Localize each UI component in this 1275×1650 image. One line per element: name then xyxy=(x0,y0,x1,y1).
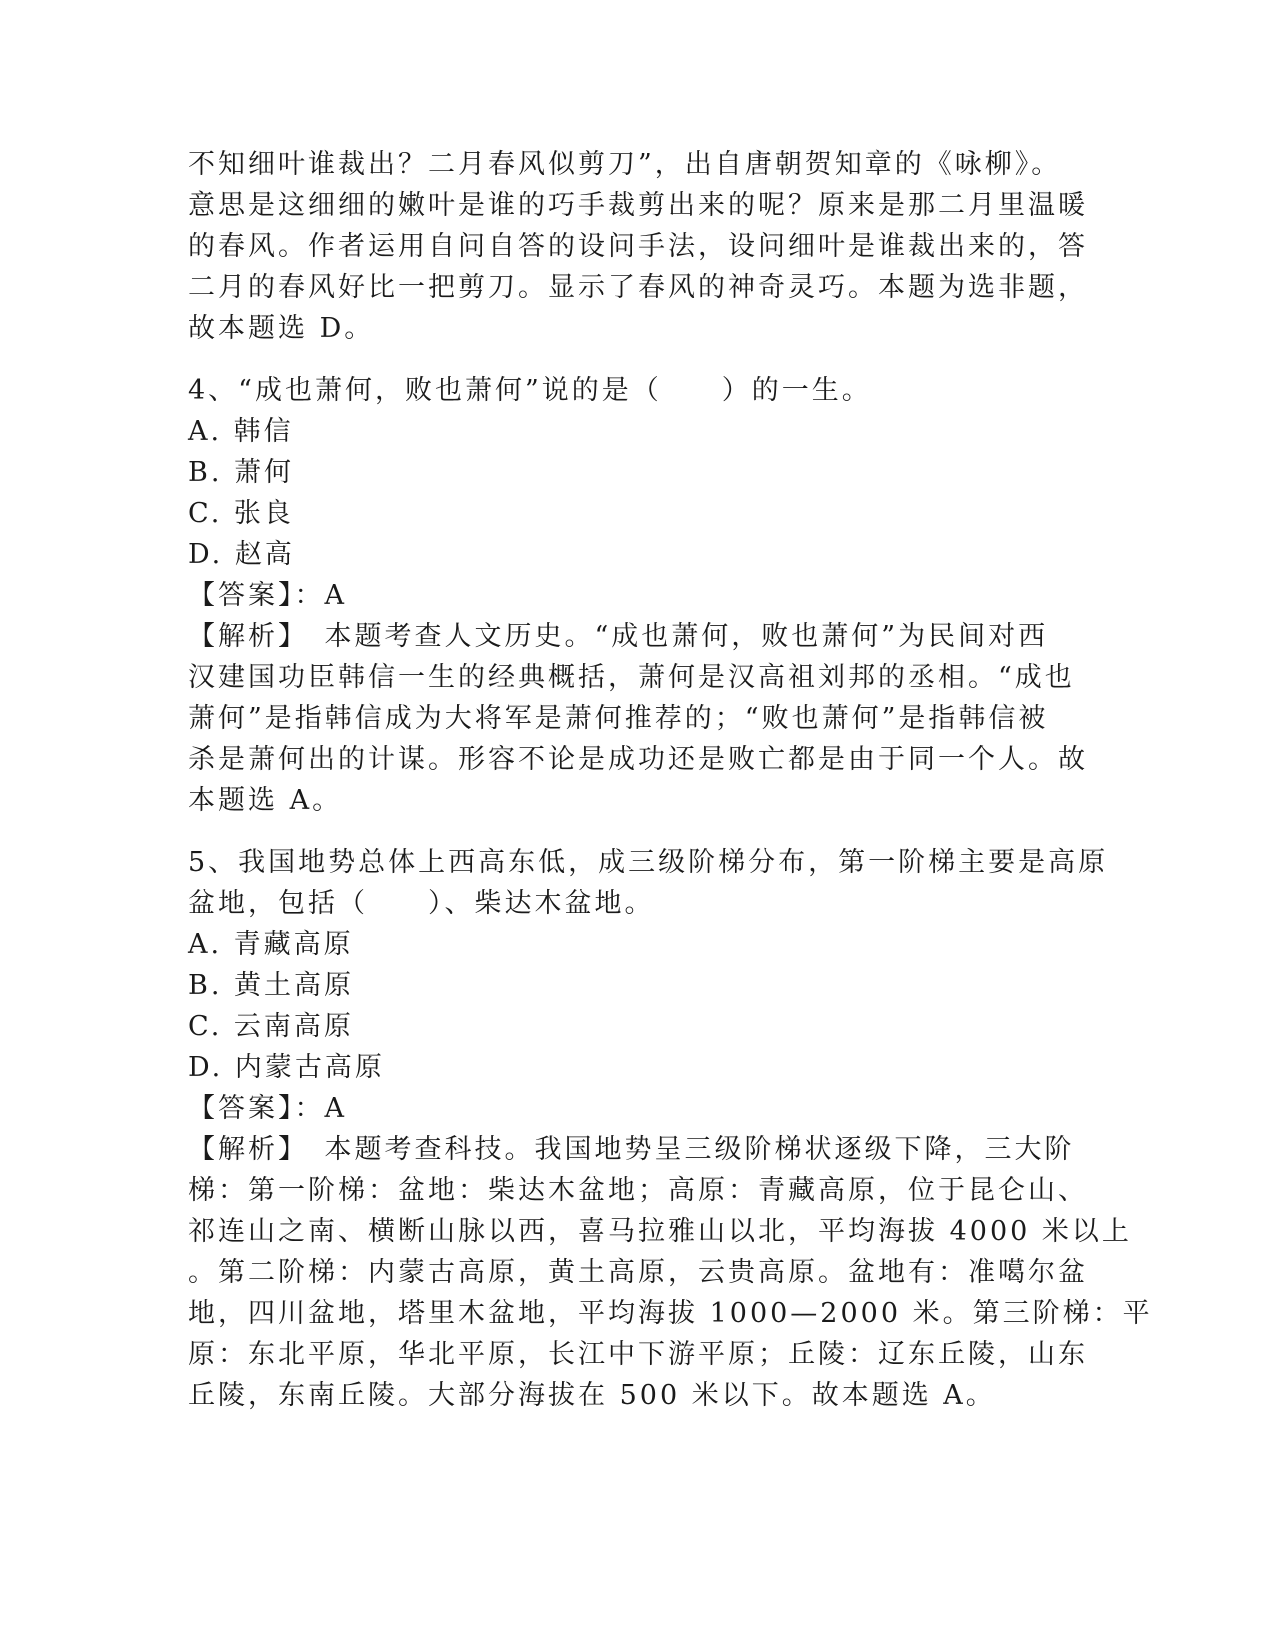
question-5-explanation-line: 。第二阶梯：内蒙古高原，黄土高原，云贵高原。盆地有：准噶尔盆 xyxy=(188,1257,1088,1288)
question-4-explanation-line: 萧何”是指韩信成为大将军是萧何推荐的；“败也萧何”是指韩信被 xyxy=(188,703,1049,734)
question-4-option-a: A. 韩信 xyxy=(188,416,294,447)
question-5-explanation-line: 原：东北平原，华北平原，长江中下游平原；丘陵：辽东丘陵，山东 xyxy=(188,1339,1088,1370)
question-5-explanation-line: 梯：第一阶梯：盆地：柴达木盆地；高原：青藏高原，位于昆仑山、 xyxy=(188,1175,1088,1206)
question-4-explanation-line: 本题选 A。 xyxy=(188,785,343,816)
question-4-explanation-line: 【解析】 本题考查人文历史。“成也萧何，败也萧何”为民间对西 xyxy=(188,621,1049,652)
question-4-answer: 【答案】：A xyxy=(188,580,347,611)
explanation-line: 意思是这细细的嫩叶是谁的巧手裁剪出来的呢？原来是那二月里温暖 xyxy=(188,190,1088,221)
question-5-explanation-line: 丘陵，东南丘陵。大部分海拔在 500 米以下。故本题选 A。 xyxy=(188,1380,996,1411)
question-5-option-a: A. 青藏高原 xyxy=(188,929,354,960)
question-5-stem: 盆地，包括（ ）、柴达木盆地。 xyxy=(188,888,655,919)
question-5-explanation-line: 祁连山之南、横断山脉以西，喜马拉雅山以北，平均海拔 4000 米以上 xyxy=(188,1216,1132,1247)
question-5-explanation-line: 【解析】 本题考查科技。我国地势呈三级阶梯状逐级下降，三大阶 xyxy=(188,1134,1075,1165)
question-4-option-b: B. 萧何 xyxy=(188,457,295,488)
question-5-stem: 5、我国地势总体上西高东低，成三级阶梯分布，第一阶梯主要是高原 xyxy=(188,847,1109,878)
question-5-option-b: B. 黄土高原 xyxy=(188,970,355,1001)
question-4-option-c: C. 张良 xyxy=(188,498,294,529)
explanation-line: 不知细叶谁裁出？二月春风似剪刀”，出自唐朝贺知章的《咏柳》。 xyxy=(188,149,1062,180)
question-4-explanation-line: 杀是萧何出的计谋。形容不论是成功还是败亡都是由于同一个人。故 xyxy=(188,744,1088,775)
question-4-option-d: D. 赵高 xyxy=(188,539,295,570)
question-4-stem: 4、“成也萧何，败也萧何”说的是（ ）的一生。 xyxy=(188,375,872,406)
question-5-option-c: C. 云南高原 xyxy=(188,1011,354,1042)
explanation-line: 的春风。作者运用自问自答的设问手法，设问细叶是谁裁出来的，答 xyxy=(188,231,1088,262)
explanation-line: 二月的春风好比一把剪刀。显示了春风的神奇灵巧。本题为选非题， xyxy=(188,272,1088,303)
question-5-answer: 【答案】：A xyxy=(188,1093,347,1124)
question-5-explanation-line: 地，四川盆地，塔里木盆地，平均海拔 1000—2000 米。第三阶梯：平 xyxy=(188,1298,1153,1329)
question-5-option-d: D. 内蒙古高原 xyxy=(188,1052,385,1083)
explanation-line: 故本题选 D。 xyxy=(188,313,375,344)
question-4-explanation-line: 汉建国功臣韩信一生的经典概括，萧何是汉高祖刘邦的丞相。“成也 xyxy=(188,662,1075,693)
